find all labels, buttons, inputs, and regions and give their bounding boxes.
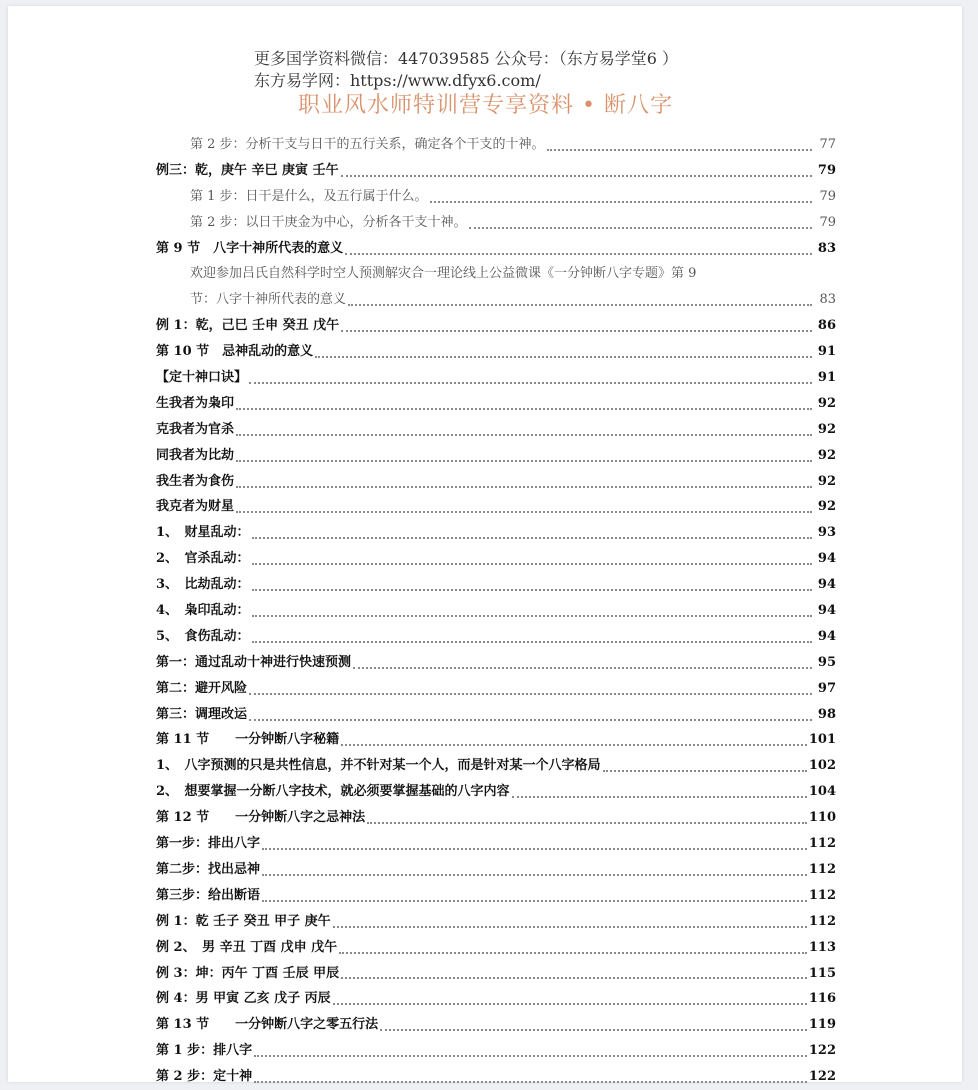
toc-dot-leader — [262, 874, 807, 876]
toc-entry[interactable] — [156, 261, 836, 287]
toc-entry-text: 例三：乾，庚午 辛巳 庚寅 壬午 — [156, 162, 339, 178]
toc-entry-text: 第一步：排出八字 — [156, 836, 261, 852]
toc-dot-leader — [341, 175, 812, 177]
toc-page-number: 92 — [817, 447, 836, 463]
toc-entry[interactable] — [156, 494, 836, 520]
toc-page-number: 94 — [817, 551, 836, 567]
toc-entry-text: 我克者为财星 — [156, 499, 235, 515]
toc-entry-text: 第 12 节 一分钟断八字之忌神法 — [156, 810, 366, 826]
toc-dot-leader — [512, 796, 807, 798]
header-line-website: 东方易学网：https://www.dfyx6.com/ — [254, 71, 541, 90]
toc-entry[interactable] — [156, 1012, 836, 1038]
toc-page-number: 91 — [817, 370, 836, 386]
toc-entry-text: 4、 枭印乱动： — [156, 603, 250, 619]
toc-entry[interactable] — [156, 1064, 836, 1090]
toc-entry[interactable] — [156, 831, 836, 857]
toc-entry[interactable] — [156, 339, 836, 365]
toc-page-number: 122 — [808, 1043, 836, 1059]
table-of-contents — [156, 132, 836, 1090]
toc-entry-text: 例 2、 男 辛丑 丁酉 戊申 戊午 — [156, 939, 338, 955]
toc-entry-text: 生我者为枭印 — [156, 395, 235, 411]
toc-entry[interactable] — [156, 883, 836, 909]
toc-entry[interactable] — [156, 753, 836, 779]
toc-page-number: 116 — [808, 991, 836, 1007]
toc-dot-leader — [341, 744, 807, 746]
toc-entry-text: 5、 食伤乱动： — [156, 628, 250, 644]
toc-page-number: 115 — [808, 965, 836, 981]
toc-entry[interactable] — [156, 520, 836, 546]
toc-entry[interactable] — [156, 469, 836, 495]
toc-entry-text: 第 2 步：定十神 — [156, 1069, 253, 1085]
toc-page-number: 112 — [808, 913, 836, 929]
toc-dot-leader — [252, 589, 812, 591]
toc-entry[interactable] — [156, 779, 836, 805]
toc-entry-text: 例 1：乾 壬子 癸丑 甲子 庚午 — [156, 913, 331, 929]
toc-dot-leader — [341, 330, 812, 332]
toc-dot-leader — [252, 641, 812, 643]
toc-entry-text: 第二步：找出忌神 — [156, 861, 261, 877]
toc-entry-text: 例 4：男 甲寅 乙亥 戊子 丙辰 — [156, 991, 331, 1007]
toc-dot-leader — [603, 770, 807, 772]
toc-entry[interactable] — [156, 572, 836, 598]
header-line-wechat: 更多国学资料微信：447039585 公众号：（东方易学堂6 ） — [254, 49, 678, 68]
toc-page-number: 101 — [808, 732, 836, 748]
toc-page-number: 92 — [817, 421, 836, 437]
toc-entry-text: 我生者为食伤 — [156, 473, 235, 489]
toc-page-number: 97 — [817, 680, 836, 696]
toc-entry-text: 例 1：乾，己巳 壬申 癸丑 戊午 — [156, 318, 340, 334]
toc-page-number: 122 — [808, 1069, 836, 1085]
toc-dot-leader — [341, 977, 807, 979]
toc-entry-text: 第一：通过乱动十神进行快速预测 — [156, 654, 352, 670]
toc-page-number: 104 — [808, 784, 836, 800]
toc-dot-leader — [254, 1081, 807, 1083]
toc-entry[interactable] — [156, 236, 836, 262]
toc-entry[interactable] — [156, 158, 836, 184]
toc-dot-leader — [236, 511, 812, 513]
toc-entry[interactable] — [156, 365, 836, 391]
toc-entry[interactable] — [156, 417, 836, 443]
toc-dot-leader — [236, 434, 812, 436]
toc-page-number: 94 — [817, 603, 836, 619]
toc-dot-leader — [252, 563, 812, 565]
toc-page-number: 113 — [808, 939, 836, 955]
toc-entry[interactable] — [156, 391, 836, 417]
toc-dot-leader — [345, 253, 812, 255]
toc-page-number: 92 — [817, 395, 836, 411]
toc-page-number: 110 — [808, 810, 836, 826]
toc-page-number: 83 — [817, 240, 836, 256]
toc-page-number: 77 — [819, 137, 836, 152]
toc-entry[interactable] — [156, 935, 836, 961]
toc-page-number: 79 — [819, 188, 836, 204]
toc-dot-leader — [249, 382, 812, 384]
toc-entry[interactable] — [156, 132, 836, 158]
toc-entry-text: 节：八字十神所代表的意义 — [190, 292, 347, 308]
toc-entry-text: 1、 财星乱动： — [156, 525, 250, 541]
toc-dot-leader — [249, 719, 812, 721]
toc-page-number: 95 — [817, 654, 836, 670]
toc-entry-text: 欢迎参加吕氏自然科学时空人预测解灾合一理论线上公益微课《一分钟断八字专题》第 9 — [190, 266, 697, 282]
toc-entry-text: 第 2 步：以日干庚金为中心，分析各干支十神。 — [190, 214, 467, 230]
toc-entry[interactable] — [156, 805, 836, 831]
toc-page-number: 91 — [817, 344, 836, 360]
toc-dot-leader — [315, 356, 812, 358]
toc-entry[interactable] — [156, 857, 836, 883]
toc-entry-text: 第三：调理改运 — [156, 706, 248, 722]
toc-page-number: 94 — [817, 628, 836, 644]
toc-dot-leader — [236, 460, 812, 462]
toc-entry-text: 第三步：给出断语 — [156, 887, 261, 903]
toc-dot-leader — [333, 926, 807, 928]
toc-dot-leader — [249, 693, 812, 695]
toc-entry-text: 第 1 步：日干是什么，及五行属于什么。 — [190, 188, 428, 204]
toc-entry[interactable] — [156, 909, 836, 935]
toc-entry[interactable] — [156, 184, 836, 210]
toc-dot-leader — [262, 900, 807, 902]
toc-entry-text: 第 13 节 一分钟断八字之零五行法 — [156, 1017, 379, 1033]
toc-page-number: 102 — [808, 758, 836, 774]
toc-entry[interactable] — [156, 624, 836, 650]
toc-page-number: 112 — [808, 836, 836, 852]
toc-dot-leader — [430, 201, 812, 203]
toc-page-number: 94 — [817, 577, 836, 593]
toc-entry-text: 3、 比劫乱动： — [156, 577, 250, 593]
toc-entry-text: 例 3：坤：丙午 丁酉 壬辰 甲辰 — [156, 965, 340, 981]
toc-entry[interactable] — [156, 313, 836, 339]
toc-page-number: 119 — [808, 1017, 836, 1033]
document-title: 职业风水师特训营专享资料 • 断八字 — [298, 93, 673, 118]
toc-entry[interactable] — [156, 961, 836, 987]
toc-dot-leader — [348, 304, 812, 306]
toc-entry[interactable] — [156, 598, 836, 624]
toc-entry[interactable] — [156, 676, 836, 702]
toc-entry-text: 2、 官杀乱动： — [156, 551, 250, 567]
toc-page-number: 79 — [817, 162, 836, 178]
toc-entry[interactable] — [156, 702, 836, 728]
scrollbar[interactable] — [966, 6, 976, 1082]
toc-dot-leader — [469, 227, 812, 229]
toc-page-number: 112 — [808, 861, 836, 877]
toc-entry-text: 2、 想要掌握一分断八字技术，就必须要掌握基础的八字内容 — [156, 784, 510, 800]
toc-entry-text: 同我者为比劫 — [156, 447, 235, 463]
toc-dot-leader — [252, 537, 812, 539]
toc-dot-leader — [353, 667, 812, 669]
toc-dot-leader — [547, 149, 812, 151]
toc-entry-text: 第二：避开风险 — [156, 680, 248, 696]
toc-entry[interactable] — [156, 727, 836, 753]
toc-page-number: 86 — [817, 318, 836, 334]
toc-page-number: 93 — [817, 525, 836, 541]
toc-entry-text: 第 9 节 八字十神所代表的意义 — [156, 240, 344, 256]
toc-dot-leader — [254, 1055, 807, 1057]
toc-entry-text: 1、 八字预测的只是共性信息，并不针对某一个人，而是针对某一个八字格局 — [156, 758, 601, 774]
toc-entry[interactable] — [156, 650, 836, 676]
toc-dot-leader — [262, 848, 807, 850]
toc-dot-leader — [339, 952, 807, 954]
toc-page-number: 112 — [808, 887, 836, 903]
toc-page-number: 98 — [817, 706, 836, 722]
toc-entry[interactable] — [156, 287, 836, 313]
toc-dot-leader — [367, 822, 807, 824]
toc-page-number: 92 — [817, 473, 836, 489]
header-watermark — [254, 48, 774, 92]
toc-entry-text: 【定十神口诀】 — [156, 370, 248, 386]
toc-page-number: 83 — [819, 292, 836, 308]
toc-entry[interactable] — [156, 443, 836, 469]
toc-entry[interactable] — [156, 986, 836, 1012]
toc-page-number: 79 — [819, 214, 836, 230]
toc-page-number: 92 — [817, 499, 836, 515]
toc-dot-leader — [380, 1029, 807, 1031]
toc-dot-leader — [236, 486, 812, 488]
toc-entry-text: 第 1 步：排八字 — [156, 1043, 253, 1059]
document-page — [8, 6, 962, 1085]
toc-entry-text: 第 10 节 忌神乱动的意义 — [156, 344, 314, 360]
toc-entry-text: 克我者为官杀 — [156, 421, 235, 437]
toc-entry-text: 第 11 节 一分钟断八字秘籍 — [156, 732, 340, 748]
toc-entry[interactable] — [156, 546, 836, 572]
toc-entry[interactable] — [156, 210, 836, 236]
toc-entry[interactable] — [156, 1038, 836, 1064]
toc-dot-leader — [333, 1003, 807, 1005]
toc-entry-text: 第 2 步：分析干支与日干的五行关系，确定各个干支的十神。 — [190, 137, 545, 152]
toc-dot-leader — [252, 615, 812, 617]
toc-dot-leader — [236, 408, 812, 410]
